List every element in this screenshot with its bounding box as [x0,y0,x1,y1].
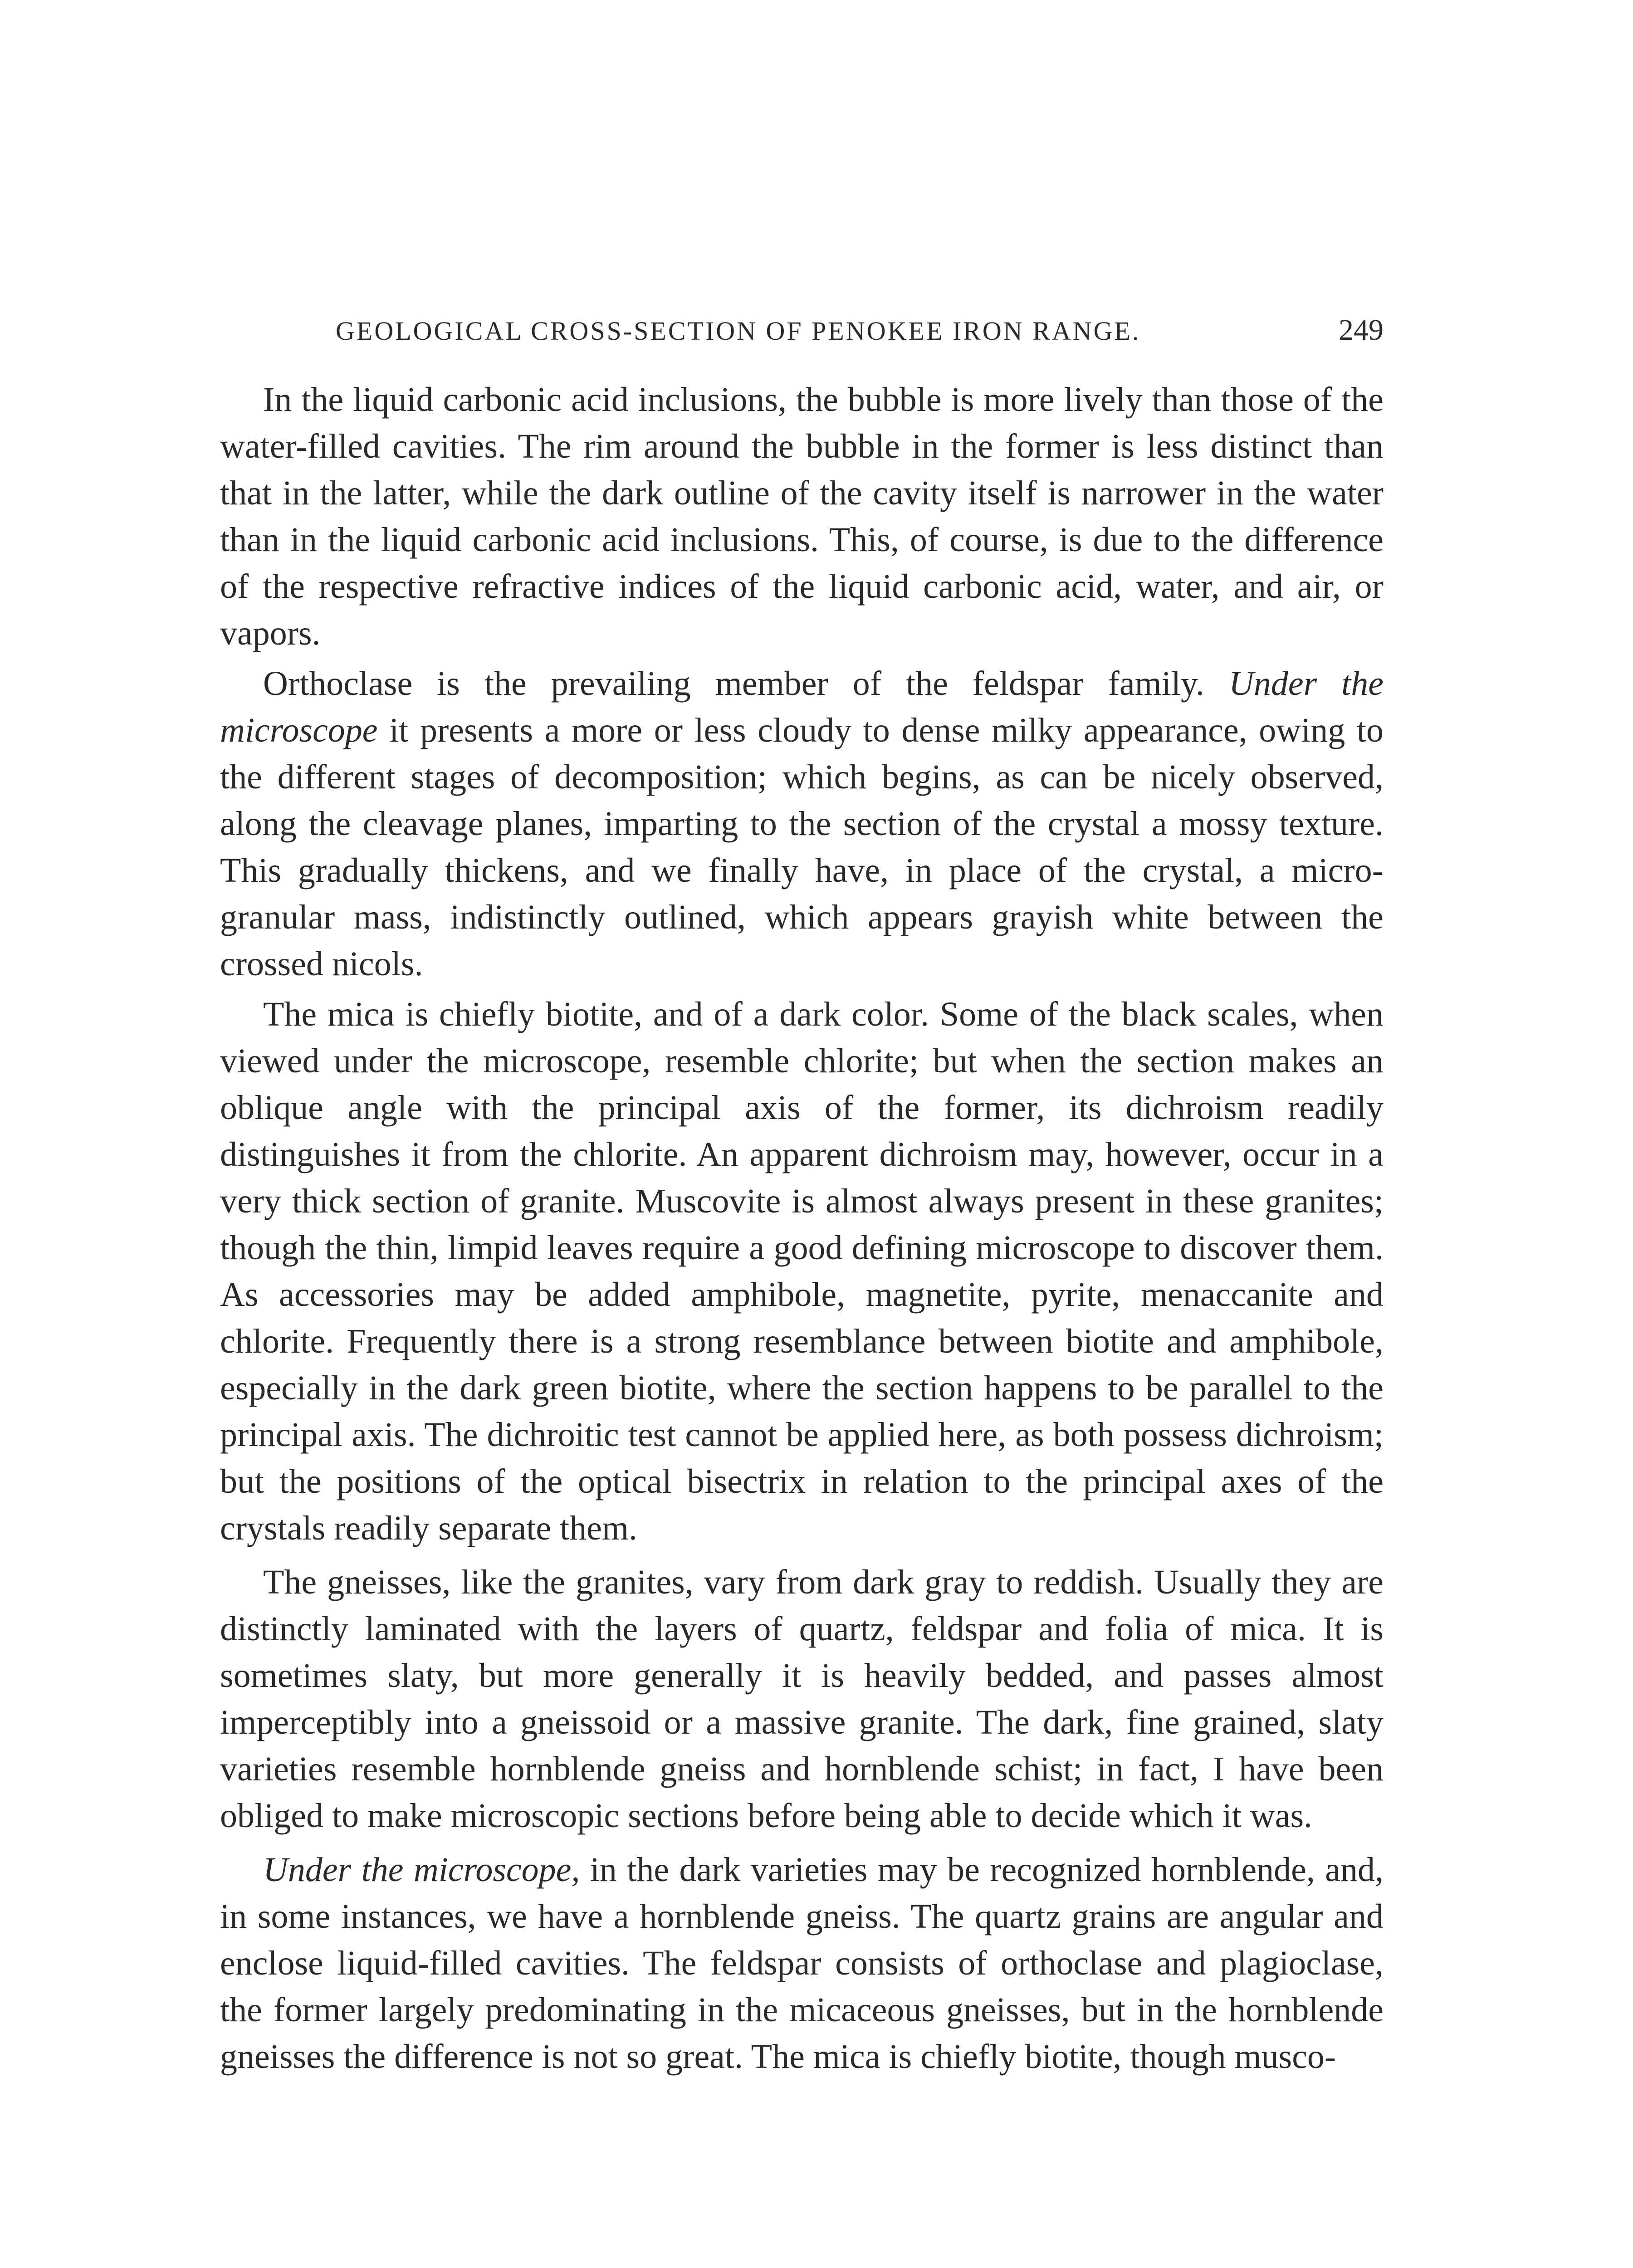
italic-phrase: Under the microscope [220,665,1384,749]
paragraph-liquid-inclusions [220,376,1384,657]
paragraph-orthoclase [220,660,1384,987]
paragraph-text: The mica is chiefly biotite, and of a dark color. Some of the black scales, when viewed under the microscope, resemble chlorite; but when the section makes an oblique angle with the principal axis of the former, its dichroism readily distinguishes it from the chlorite. An apparent dichroism may, however, occur in a very thick section of granite. Muscovite is almost always present in these granites; though the thin, limpid leaves require a good defining microscope to discover them. As accessories may be added amphibole, magnetite, pyrite, menaccanite and chlorite. Frequently there is a strong resemblance between biotite and amphibole, especially in the dark green biotite, where the section happens to be parallel to the principal axis. The dichroitic test cannot be applied here, as both possess dichroism; but the positions of the optical bisectrix in relation to the principal axes of the crystals readily separate them. [220,995,1384,1547]
paragraph-gneisses [220,1559,1384,1839]
running-title: GEOLOGICAL CROSS-SECTION OF PENOKEE IRON RANGE. [336,316,1141,346]
paragraph-text: in the dark varieties may be recognized hornblende, and, in some instances, we have a hornblende gneiss. The quartz grains are angular and enclose liquid-filled cavities. The feldspar consists of orthoclase and plagioclase, the former largely predominating in the micaceous gneisses, but in the hornblende gneisses the difference is not so great. The mica is chiefly biotite, though musco- [220,1851,1384,2076]
page-number: 249 [1339,313,1384,347]
paragraph-lead: Orthoclase is the prevailing member of the feldspar family. [263,665,1205,703]
paragraph-text: it presents a more or less cloudy to dense milky appearance, owing to the different stages of decomposition; which begins, as can be nicely observed, along the cleavage planes, imparting to the section of the crystal a mossy texture. This gradually thickens, and we finally have, in place of the crystal, a micro-granular mass, indistinctly outlined, which appears grayish white between the crossed nicols. [220,711,1384,983]
paragraph-text: In the liquid carbonic acid inclusions, the bubble is more lively than those of the water-filled cavities. The rim around the bubble in the former is less distinct than that in the latter, while the dark outline of the cavity itself is narrower in the water than in the liquid carbonic acid inclusions. This, of course, is due to the difference of the respective refractive indices of the liquid carbonic acid, water, and air, or vapors. [220,381,1384,652]
paragraph-text: The gneisses, like the granites, vary from dark gray to reddish. Usually they are distinctly laminated with the layers of quartz, feldspar and folia of mica. It is sometimes slaty, but more generally it is heavily bedded, and passes almost imperceptibly into a gneissoid or a massive granite. The dark, fine grained, slaty varieties resemble hornblende gneiss and hornblende schist; in fact, I have been obliged to make microscopic sections before being able to decide which it was. [220,1563,1384,1835]
running-head [336,313,1384,354]
paragraph-microscope-gneiss [220,1847,1384,2080]
body-text [220,376,1384,2080]
italic-phrase: Under the microscope, [263,1851,580,1889]
paragraph-mica [220,991,1384,1552]
